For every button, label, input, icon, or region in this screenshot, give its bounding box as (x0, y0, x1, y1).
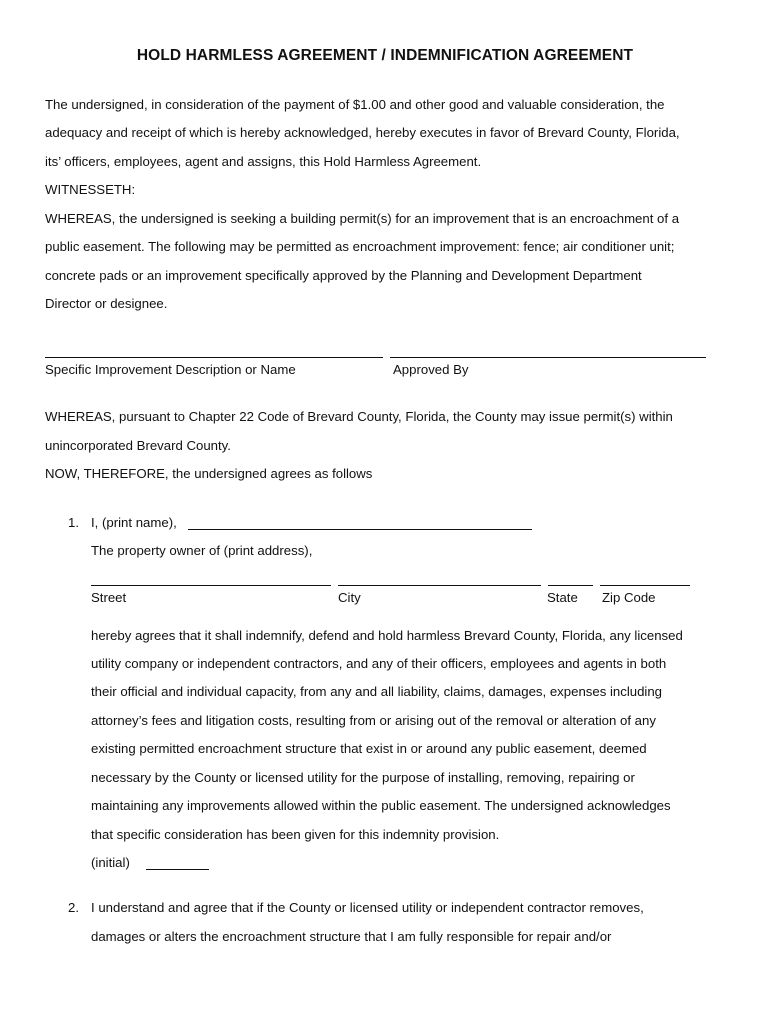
whereas-line: unincorporated Brevard County. (45, 438, 231, 453)
initial-label: (initial) (91, 855, 130, 870)
indemnity-line: existing permitted encroachment structure that exist in or around any public easement, deemed (91, 741, 647, 756)
item-number: 2. (68, 900, 79, 915)
witnesseth-heading: WITNESSETH: (45, 182, 136, 197)
intro-line: adequacy and receipt of which is hereby acknowledged, hereby executes in favor of Brevard County, Florida, (45, 125, 680, 140)
whereas-line: Director or designee. (45, 296, 168, 311)
street-label: Street (91, 590, 127, 605)
indemnity-line: hereby agrees that it shall indemnify, defend and hold harmless Brevard County, Florida, any licensed (91, 628, 683, 643)
state-label: State (547, 590, 578, 605)
improvement-description-field[interactable] (45, 357, 383, 358)
intro-line: its’ officers, employees, agent and assigns, this Hold Harmless Agreement. (45, 154, 482, 169)
indemnity-line: attorney’s fees and litigation costs, resulting from or arising out of the removal or alteration of any (91, 713, 656, 728)
approved-by-label: Approved By (393, 362, 469, 377)
whereas-line: WHEREAS, the undersigned is seeking a building permit(s) for an improvement that is an encroachment of a (45, 211, 680, 226)
indemnity-line: utility company or independent contractors, and any of their officers, employees and agents in both (91, 656, 667, 671)
initial-field[interactable] (146, 869, 209, 870)
city-label: City (338, 590, 361, 605)
zip-code-field[interactable] (600, 585, 690, 586)
item-number: 1. (68, 515, 79, 530)
state-field[interactable] (548, 585, 593, 586)
indemnity-line: maintaining any improvements allowed within the public easement. The undersigned acknowledges (91, 798, 671, 813)
responsibility-line: I understand and agree that if the County or licensed utility or independent contractor removes, (91, 900, 644, 915)
responsibility-line: damages or alters the encroachment structure that I am fully responsible for repair and/or (91, 929, 612, 944)
approved-by-field[interactable] (390, 357, 706, 358)
indemnity-line: their official and individual capacity, from any and all liability, claims, damages, expenses including (91, 684, 663, 699)
city-field[interactable] (338, 585, 541, 586)
improvement-description-label: Specific Improvement Description or Name (45, 362, 296, 377)
whereas-line: WHEREAS, pursuant to Chapter 22 Code of Brevard County, Florida, the County may issue permit(s) within (45, 409, 673, 424)
print-name-label: I, (print name), (91, 515, 177, 530)
street-field[interactable] (91, 585, 331, 586)
whereas-line: concrete pads or an improvement specifically approved by the Planning and Development Department (45, 268, 642, 283)
document-title: HOLD HARMLESS AGREEMENT / INDEMNIFICATION AGREEMENT (136, 47, 634, 64)
now-therefore-line: NOW, THEREFORE, the undersigned agrees as follows (45, 466, 373, 481)
whereas-line: public easement. The following may be permitted as encroachment improvement: fence; air conditioner unit; (45, 239, 675, 254)
indemnity-line: necessary by the County or licensed utility for the purpose of installing, removing, repairing or (91, 770, 635, 785)
intro-line: The undersigned, in consideration of the payment of $1.00 and other good and valuable consideration, the (45, 97, 665, 112)
property-owner-label: The property owner of (print address), (91, 543, 313, 558)
indemnity-line: that specific consideration has been given for this indemnity provision. (91, 827, 500, 842)
print-name-field[interactable] (188, 529, 532, 530)
zip-code-label: Zip Code (602, 590, 656, 605)
